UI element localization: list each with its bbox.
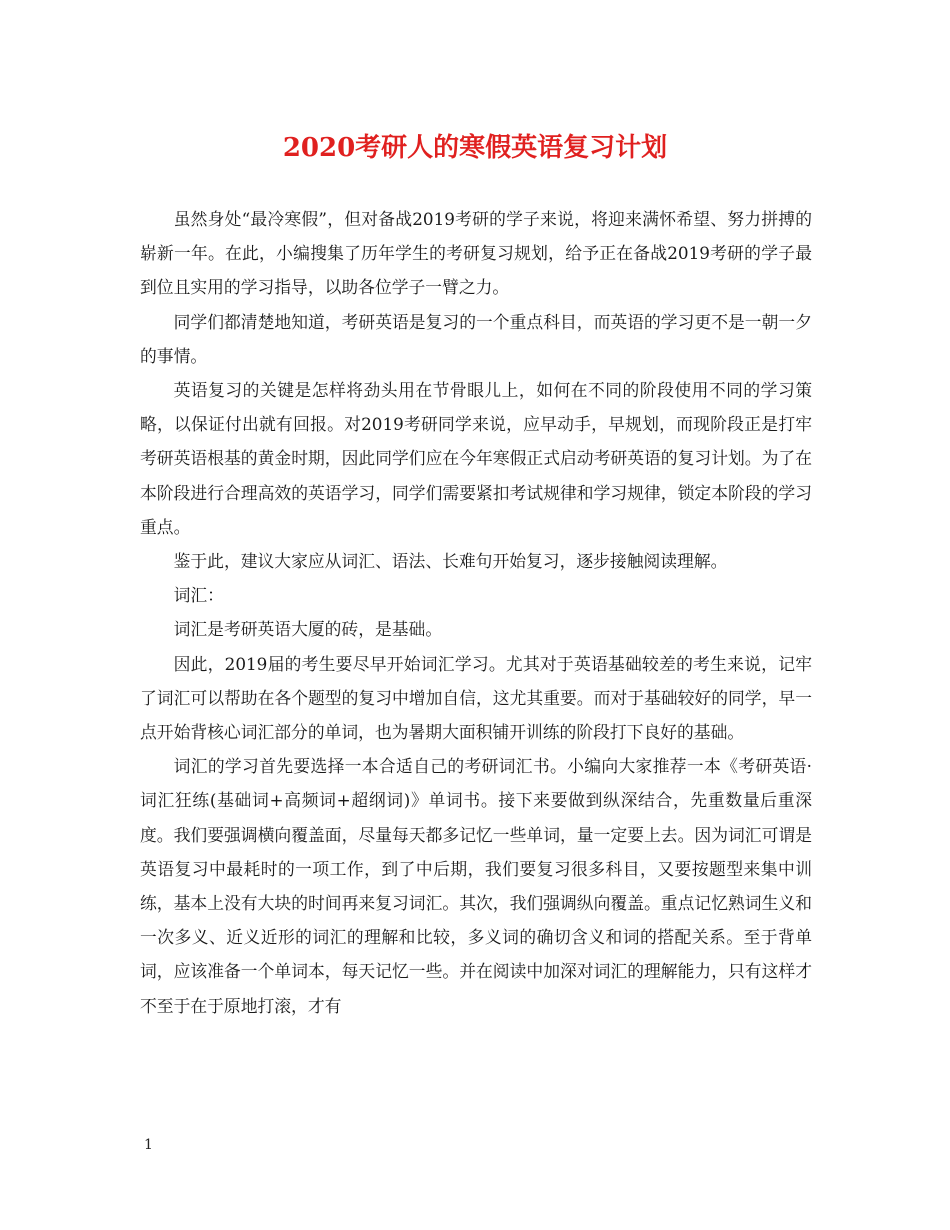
document-body: [140, 202, 812, 1023]
paragraph: 鉴于此，建议大家应从词汇、语法、长难句开始复习，逐步接触阅读理解。: [173, 551, 728, 572]
document-title: 2020考研人的寒假英语复习计划: [282, 133, 668, 163]
paragraph: 同学们都清楚地知道，考研英语是复习的一个重点科目，而英语的学习更不是一朝一夕的事情。: [140, 311, 812, 366]
paragraph: 因此，2019届的考生要尽早开始词汇学习。尤其对于英语基础较差的考生来说，记牢了词汇可以帮助在各个题型的复习中增加自信，这尤其重要。而对于基础较好的同学，早一点开始背核心词汇部分的单词，也为暑期大面积铺开训练的阶段打下良好的基础。: [140, 653, 812, 743]
paragraph: 英语复习的关键是怎样将劲头用在节骨眼儿上，如何在不同的阶段使用不同的学习策略，以保证付出就有回报。对2019考研同学来说，应早动手，早规划，而现阶段正是打牢考研英语根基的黄金时期，因此同学们应在今年寒假正式启动考研英语的复习计划。为了在本阶段进行合理高效的英语学习，同学们需要紧扣考试规律和学习规律，锁定本阶段的学习重点。: [140, 380, 812, 537]
paragraph: 虽然身处“最冷寒假”，但对备战2019考研的学子来说，将迎来满怀希望、努力拼搏的崭新一年。在此，小编搜集了历年学生的考研复习规划，给予正在备战2019考研的学子最到位且实用的学习指导，以助各位学子一臂之力。: [140, 209, 812, 298]
paragraph: 词汇是考研英语大厦的砖，是基础。: [173, 619, 443, 640]
paragraph: 词汇的学习首先要选择一本合适自己的考研词汇书。小编向大家推荐一本《考研英语·词汇狂练(基础词+高频词+超纲词)》单词书。接下来要做到纵深结合，先重数量后重深度。我们要强调横向覆盖面，尽量每天都多记忆一些单词，量一定要上去。因为词汇可谓是英语复习中最耗时的一项工作，到了中后期，我们要复习很多科目，又要按题型来集中训练，基本上没有大块的时间再来复习词汇。其次，我们强调纵向覆盖。重点记忆熟词生义和一次多义、近义近形的词汇的理解和比较，多义词的确切含义和词的搭配关系。至于背单词，应该准备一个单词本，每天记忆一些。并在阅读中加深对词汇的理解能力，只有这样才不至于在于原地打滚，才有: [140, 756, 812, 1016]
section-heading-vocabulary: 词汇：: [173, 585, 224, 606]
page-number: 1: [144, 1137, 153, 1153]
